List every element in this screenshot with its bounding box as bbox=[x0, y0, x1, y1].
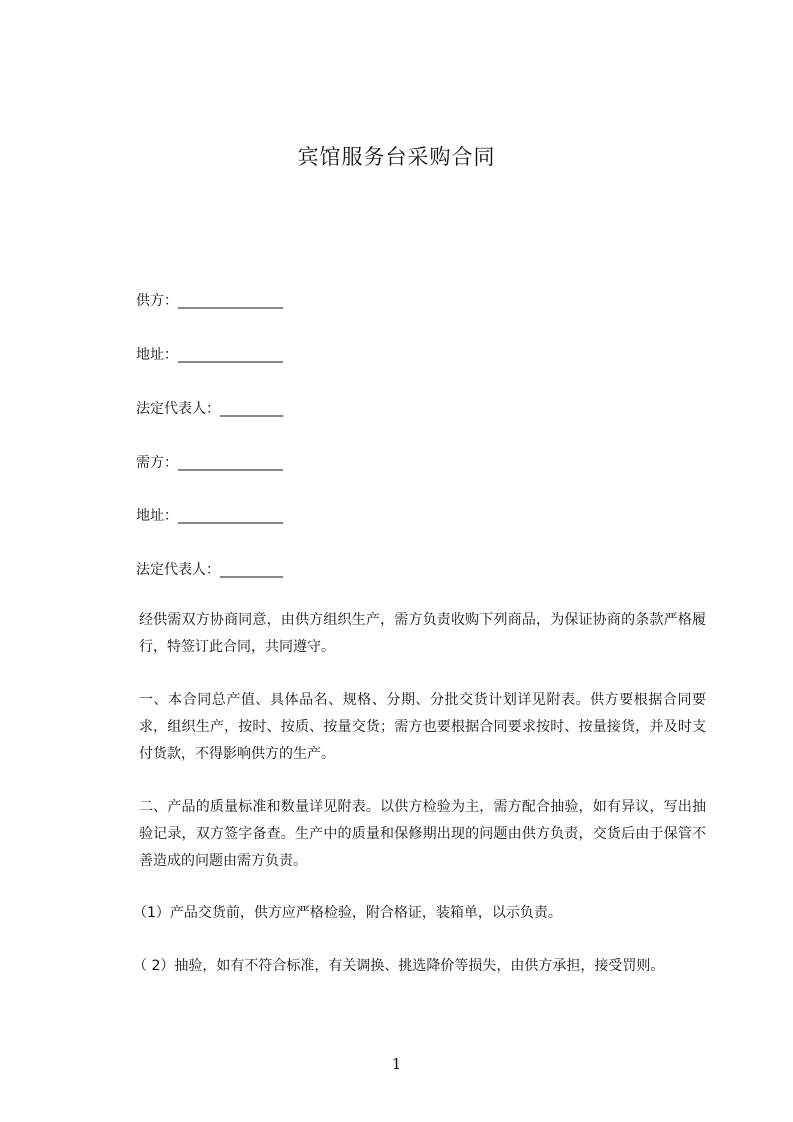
buyer-field bbox=[136, 453, 283, 473]
supplier-representative-field bbox=[136, 399, 283, 419]
supplier-address-field bbox=[136, 345, 283, 365]
paragraph-clause-2-text: 二、产品的质量标准和数量详见附表。以供方检验为主，需方配合抽验，如有异议，写出抽验记录，双方签字备查。生产中的质量和保修期出现的问题由供方负责，交货后由于保管不善造成的问题由需方负责。 bbox=[139, 799, 706, 869]
buyer-representative-field bbox=[136, 560, 283, 580]
supplier-label: 供方： bbox=[136, 293, 178, 309]
buyer-blank: _______________ bbox=[178, 455, 283, 471]
page-number: 1 bbox=[391, 1055, 402, 1073]
paragraph-item-2-text: （ 2）抽验，如有不符合标准，有关调换、挑选降价等损失，由供方承担，接受罚则。 bbox=[133, 958, 665, 974]
paragraph-item-1-text: （1）产品交货前，供方应严格检验，附合格证，装箱单，以示负责。 bbox=[133, 905, 562, 921]
paragraph-intro-text: 经供需双方协商同意，由供方组织生产，需方负责收购下列商品，为保证协商的条款严格履行，特签订此合同，共同遵守。 bbox=[139, 612, 706, 655]
supplier-field bbox=[136, 291, 283, 311]
paragraph-intro bbox=[102, 607, 706, 661]
buyer-representative-blank: _________ bbox=[220, 562, 283, 578]
buyer-address-label: 地址： bbox=[136, 508, 178, 524]
supplier-address-label: 地址： bbox=[136, 347, 178, 363]
document-title: 宾馆服务台采购合同 bbox=[297, 145, 496, 169]
paragraph-clause-1 bbox=[102, 687, 706, 768]
paragraph-clause-2 bbox=[102, 794, 706, 875]
supplier-representative-label: 法定代表人： bbox=[136, 401, 220, 417]
supplier-address-blank: _______________ bbox=[178, 347, 283, 363]
paragraph-clause-1-text: 一、本合同总产值、具体品名、规格、分期、分批交货计划详见附表。供方要根据合同要求，组织生产，按时、按质、按量交货；需方也要根据合同要求按时、按量接货，并及时支付货款，不得影响供方的生产。 bbox=[139, 692, 706, 762]
supplier-representative-blank: _________ bbox=[220, 401, 283, 417]
supplier-blank: _______________ bbox=[178, 293, 283, 309]
buyer-address-field bbox=[136, 506, 283, 526]
paragraph-item-1 bbox=[102, 900, 706, 927]
buyer-representative-label: 法定代表人： bbox=[136, 562, 220, 578]
buyer-label: 需方： bbox=[136, 455, 178, 471]
buyer-address-blank: _______________ bbox=[178, 508, 283, 524]
paragraph-item-2 bbox=[102, 953, 706, 980]
